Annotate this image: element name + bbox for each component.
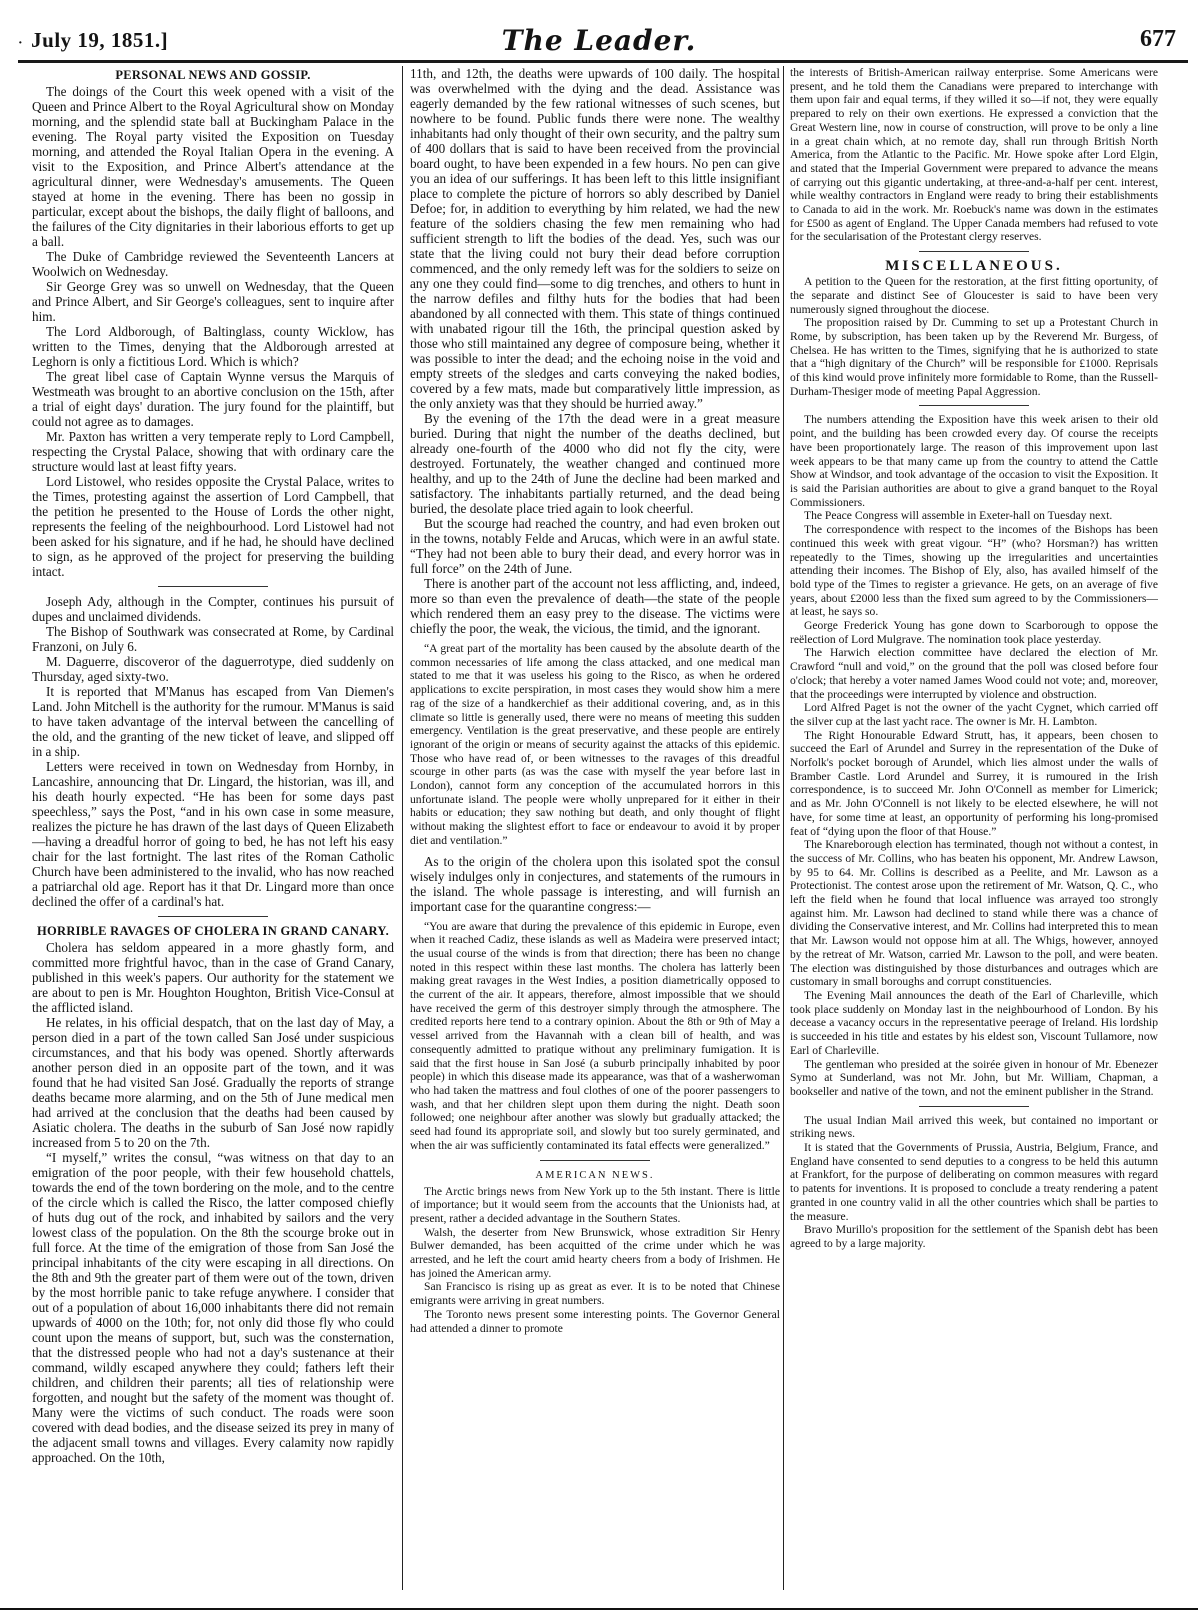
article-paragraph: “I myself,” writes the consul, “was witness on that day to an emigration of the poor people, with their few household chattels, towards the end of the town bordering on the mole, and to the centre of the circle which is called the Risco, the latter composed chiefly of huts dug out of the rock, and inhabited by sailors and the very lowest class of the population. On the 8th the scourge broke out in full force. At the time of the emigration of those from San José the principal inhabitants of the city were escaping in all directions. On the 8th and 9th the greater part of them were out of the town, driven by the most horrible panic to take refuge anywhere. I consider that out of a population of about 16,000 inhabitants there did not remain upwards of 4000 on the 10th; for, not only did those fly who could count upon the means of support, but, such was the consternation, that the distressed people who had not a day's sustenance at their command, wildly escaped anywhere they could; fathers left their children, and children their parents; all ties of relationship were forgotten, and nought but the safety of the moment was thought of. Many were the victims of such conduct. The roads were soon covered with dead bodies, and the disease seized its prey in many of the adjacent small towns and villages. Every calamity now rapidly approached. On the 10th, (32, 1150, 394, 1465)
article-paragraph: Joseph Ady, although in the Compter, continues his pursuit of dupes and unclaimed dividends. (32, 594, 394, 624)
column-divider (402, 66, 403, 1590)
article-paragraph: Lord Alfred Paget is not the owner of the yacht Cygnet, which carried off the silver cup at the last yacht race. The owner is Mr. H. Lambton. (790, 701, 1158, 728)
article-paragraph: He relates, in his official despatch, that on the last day of May, a person died in a part of the town called San José under suspicious circumstances, and that his body was opened. Shortly afterwards another person died in an opposite part of the town, and it was found that he had visited San José. Gradually the reports of strange deaths became more alarming, and on the 5th of June medical men had arrived at the conclusion that the deaths had been caused by Asiatic cholera. The deaths in the suburb of San José now rapidly increased from 5 to 20 on the 7th. (32, 1015, 394, 1150)
article-paragraph: Sir George Grey was so unwell on Wednesday, that the Queen and Prince Albert, and Sir George's colleagues, sent to inquire after him. (32, 279, 394, 324)
section-separator (919, 1106, 1029, 1107)
article-paragraph: Lord Listowel, who resides opposite the Crystal Palace, writes to the Times, protesting against the assertion of Lord Campbell, that the petition he presented to the House of Lords the other night, represents the feeling of the neighbourhood. Lord Listowel had not been asked for his signature, and if he had, he should have declined to sign, as he approved of the project for preserving the building intact. (32, 474, 394, 579)
column-divider (783, 66, 784, 1590)
article-paragraph: A petition to the Queen for the restoration, at the first fitting oportunity, of the separate and distinct See of Gloucester is said to have been very numerously signed throughout the diocese. (790, 275, 1158, 316)
article-paragraph: The Arctic brings news from New York up to the 5th instant. There is little of importance; but it would seem from the accounts that the Unionists had, at present, rather a decided advantage in the Southern States. (410, 1184, 780, 1225)
article-paragraph: the interests of British-American railway enterprise. Some Americans were present, and he told them the Canadians were prepared to interchange with them upon fair and equal terms, if they willed it so—if not, they were equally prepared to rely on their own exertions. He expressed a conviction that the Great Western line, now in course of construction, will prove to be only a line in a great chain which, at no remote day, shall run through British North America, from the Atlantic to the Pacific. Mr. Howe spoke after Lord Elgin, and stated that the Imperial Government were prepared to advance the means of carrying out this gigantic undertaking, at three-and-a-half per cent. interest, while wealthy contractors in England were ready to bring their establishments to Canada to aid in the work. Mr. Roebuck's name was down in the estimates for £500 as agent of England. The Upper Canada members had refused to vote for the secularisation of the Protestant clergy reserves. (790, 66, 1158, 244)
article-paragraph: Bravo Murillo's proposition for the settlement of the Spanish debt has been agreed to by a large majority. (790, 1223, 1158, 1250)
article-paragraph: Walsh, the deserter from New Brunswick, whose extradition Sir Henry Bulwer demanded, has been acquitted of the crime under which he was arrested, and he left the court amid hearty cheers from a body of Irishmen. He has joined the American army. (410, 1225, 780, 1280)
bullet-mark: · (18, 36, 24, 51)
section-separator (540, 1160, 650, 1161)
section-heading-cholera: HORRIBLE RAVAGES OF CHOLERA IN GRAND CANARY. (36, 924, 390, 938)
page-number: 677 (1140, 26, 1176, 52)
article-paragraph: There is another part of the account not less afflicting, and, indeed, more so than even the prevalence of death—the state of the people which rendered them an easy prey to the disease. The victims were chiefly the poor, the weak, the vicious, the timid, and the ignorant. (410, 576, 780, 636)
article-paragraph: The Knareborough election has terminated, though not without a contest, in the success of Mr. Collins, who has beaten his opponent, Mr. Andrew Lawson, by 95 to 64. Mr. Collins is described as a Peelite, and Mr. Lawson as a Protectionist. The contest arose upon the retirement of Mr. Watson, Q. C., who left the field when he found that local influence was arrayed too strongly against him. Mr. Lawson had declined to stand while there was a chance of dividing the Conservative interest, and Mr. Collins had interpreted this to mean that Mr. Lawson would not oppose him at all. The Whigs, however, annoyed by the retreat of Mr. Watson, carried Mr. Lawson to the poll, and were beaten. The election was distinguished by those disturbances and outrages which are customary in small boroughs and corrupt constituencies. (790, 838, 1158, 989)
column-3 (790, 66, 1158, 1592)
masthead-rule (18, 60, 1188, 63)
article-paragraph: George Frederick Young has gone down to Scarborough to oppose the reëlection of Lord Mulgrave. The nomination took place yesterday. (790, 619, 1158, 646)
article-paragraph: Mr. Paxton has written a very temperate reply to Lord Campbell, respecting the Crystal Palace, showing that with ordinary care the structure would last at least fifty years. (32, 429, 394, 474)
article-paragraph: The Lord Aldborough, of Baltinglass, county Wicklow, has written to the Times, denying that the Aldborough arrested at Leghorn is only a fictitious Lord. Which is which? (32, 324, 394, 369)
section-heading-miscellaneous: MISCELLANEOUS. (885, 258, 1063, 275)
section-heading-personal-news: PERSONAL NEWS AND GOSSIP. (115, 68, 311, 82)
article-paragraph: San Francisco is rising up as great as ever. It is to be noted that Chinese emigrants were arriving in great numbers. (410, 1280, 780, 1308)
section-separator (158, 586, 268, 587)
newspaper-title: The Leader. (501, 24, 697, 57)
masthead (0, 0, 1198, 62)
column-1 (32, 66, 394, 1592)
article-paragraph: But the scourge had reached the country, and had even broken out in the towns, notably Felde and Arucas, which were in an awful state. “They had not been able to bury their dead, and every horror was in full force” on the 24th of June. (410, 516, 780, 576)
article-paragraph: The Peace Congress will assemble in Exeter-hall on Tuesday next. (804, 509, 1113, 523)
issue-date-text: July 19, 1851.] (31, 28, 169, 52)
article-paragraph: The gentleman who presided at the soirée given in honour of Mr. Ebenezer Symo at Sunderland, was not Mr. John, but Mr. William, Chapman, a bookseller and native of the town, and not the eminent publisher in the Strand. (790, 1057, 1158, 1098)
article-paragraph: It is reported that M'Manus has escaped from Van Diemen's Land. John Mitchell is the authority for the rumour. M'Manus is said to have taken advantage of the interval between the cancelling of the old, and the granting of the new ticket of leave, and slipped off in a ship. (32, 684, 394, 759)
section-separator (919, 405, 1029, 406)
article-paragraph: Letters were received in town on Wednesday from Hornby, in Lancashire, announcing that Dr. Lingard, the historian, was ill, and his death hourly expected. “He has been for some days past speechless,” says the Post, “and in his own case in some measure, realizes the picture he has drawn of the last days of Queen Elizabeth—having a dreadful horror of going to bed, he has not left his easy chair for the last fortnight. The last rites of the Roman Catholic Church have been administered to the invalid, who has now reached a patriarchal old age. Report has it that Dr. Lingard more than once declined the offer of a cardinal's hat. (32, 759, 394, 909)
article-paragraph: The Right Honourable Edward Strutt, has, it appears, been chosen to succeed the Earl of Arundel and Surrey in the representation of the Duke of Norfolk's pocket borough of Arundel, which lies almost under the walls of Bramber Castle. Lord Arundel and Surrey, it is rumoured in the Irish correspondence, is to succeed Mr. John O'Connell as member for Limerick; and as Mr. John O'Connell is not likely to be elected elsewhere, he will not have, for some time at least, an opportunity of performing his long-promised feat of “dying upon the floor of that House.” (790, 728, 1158, 838)
article-paragraph: It is stated that the Governments of Prussia, Austria, Belgium, France, and England have consented to send deputies to a congress to be held this autumn at Frankfort, for the purpose of deliberating on common measures with regard to patents for inventions. It is proposed to conclude a treaty rendering a patent granted in one country valid in all the other countries which shall be parties to the measure. (790, 1141, 1158, 1223)
article-paragraph: “You are aware that during the prevalence of this epidemic in Europe, even when it reached Cadiz, these islands as well as Madeira were preserved intact; the usual course of the winds is from that direction; there has been no change noted in this respect within these last months. The cholera has latterly been making great ravages in the West Indies, a position diametrically opposed to the current of the air. It appears, therefore, almost impossible that we should have received the germ of this destroyer simply through the atmosphere. The credited reports here tend to a contrary opinion. About the 8th or 9th of May a vessel arrived from the Havannah with a clean bill of health, and was consequently admitted to pratique without any preliminary fumigation. It is said that the first house in San José (a suburb principally inhabited by poor people) in which this disease made its appearance, was that of a washerwoman who had taken the mattress and foul clothes of one of the poorer passengers to wash, and that her children slept upon them during the night. Death soon followed; one neighbour after another was slowly but gradually attacked; the seed had found its appropriate soil, and slowly but too surely germinated, and when the air was sufficiently contaminated its fatal effects were generalized.” (410, 919, 780, 1152)
article-paragraph: The Evening Mail announces the death of the Earl of Charleville, which took place suddenly on Monday last in the neighbourhood of London. By his decease a vacancy occurs in the representative peerage of Ireland. His lordship is succeeded in his title and estates by his eldest son, Viscount Tullamore, now Earl of Charleville. (790, 989, 1158, 1057)
article-paragraph: The Toronto news present some interesting points. The Governor General had attended a dinner to promote (410, 1307, 780, 1335)
article-paragraph: 11th, and 12th, the deaths were upwards of 100 daily. The hospital was overwhelmed with the dying and the dead. Assistance was eagerly demanded by the few rational witnesses of such scenes, but nowhere to be found. Public funds there were none. The wealthy inhabitants had only thought of their own security, and the paltry sum of 400 dollars that is said to have been received from the provincial board ought, to have been expended in a few hours. No pen can give you an idea of our sufferings. It has been left to this little insignifiant place to complete the picture of horrors so ably described by Daniel Defoe; for, in addition to everything by him related, we had the new feature of the soldiers chasing the few men remaining who had sufficient strength to lift the bodies of the dead. Yes, such was our state that the living could not bury their dead before corruption commenced, and the only remedy left was for the soldiers to seize on any one they could find—some to dig trenches, and others to hunt in the narrow defiles and filthy huts for the bodies that had been abandoned by all connected with them. This state of things continued with unabated rigour till the 16th, the principal question asked by those who still maintained any degree of composure being, whether it was possible to inter the dead; and the echoing noise in the void and empty streets of the sledges and carts conveying the naked bodies, covered by a few mats, made but comparatively little impression, as the only anxiety was that they should be hurried away.” (410, 66, 780, 411)
article-paragraph: “A great part of the mortality has been caused by the absolute dearth of the common necessaries of life among the class attacked, and one medical man stated to me that it was useless his going to the Risco, as when he ordered applications to excite perspiration, in most cases they would show him a mere rag of the size of a handkerchief as their additional covering, and, as in this climate so little is generally used, there were no means of meeting this sudden emergency. Ventilation is the great preservative, and these people are entirely ignorant of the origin or means of security against the attacks of this epidemic. Those who have read of, or been witnesses to the ravages of this dreadful scourge in other parts (as was the case with myself the year before last in London), cannot form any conception of the accumulated horrors in this unfortunate island. The people were wholly unprepared for it either in their habits or education; they saw nothing but death, and only thought of flight without making the slightest effort to face or endeavour to avoid it by proper diet and ventilation.” (410, 642, 780, 847)
section-separator (919, 251, 1029, 252)
article-paragraph: The great libel case of Captain Wynne versus the Marquis of Westmeath was brought to an abortive conclusion on the 15th, after a trial of eight days' duration. The jury found for the plaintiff, but could not agree as to damages. (32, 369, 394, 429)
page-bottom-rule (0, 1608, 1198, 1610)
section-separator (158, 916, 268, 917)
article-paragraph: M. Daguerre, discoveror of the daguerrotype, died suddenly on Thursday, aged sixty-two. (32, 654, 394, 684)
article-paragraph: As to the origin of the cholera upon this isolated spot the consul wisely indulges only in conjectures, and statements of the rumours in the island. The whole passage is interesting, and will furnish an important case for the quarantine congress:— (410, 853, 780, 914)
article-paragraph: Cholera has seldom appeared in a more ghastly form, and committed more frightful havoc, than in the case of Grand Canary, published in this week's papers. Our authority for the statement we are about to pen is Mr. Houghton Houghton, British Vice-Consul at the afflicted island. (32, 940, 394, 1015)
section-heading-american-news: AMERICAN NEWS. (535, 1169, 655, 1181)
column-2 (410, 66, 780, 1592)
article-paragraph: The doings of the Court this week opened with a visit of the Queen and Prince Albert to the Royal Agricultural show on Monday morning, and the splendid state ball at Buckingham Palace in the evening. The Royal party visited the Exposition on Tuesday morning, and attended the Royal Italian Opera in the evening. A visit to the Exposition, and Prince Albert's attendance at the agricultural dinner, were Wednesday's amusements. The Queen stayed at home in the evening. There has been no gossip in particular, except about the bishops, the daily flight of balloons, and the failures of the City dignitaries in their laborious efforts to get up a ball. (32, 84, 394, 249)
article-paragraph: The Bishop of Southwark was consecrated at Rome, by Cardinal Franzoni, on July 6. (32, 624, 394, 654)
article-paragraph: The usual Indian Mail arrived this week, but contained no important or striking news. (790, 1113, 1158, 1141)
article-paragraph: The Harwich election committee have declared the election of Mr. Crawford “null and void,” on the ground that the poll was closed before four o'clock; that hereby a voter named James Wood could not vote; and, moreover, that the proceedings were interrupted by violence and obstruction. (790, 646, 1158, 701)
article-paragraph: The Duke of Cambridge reviewed the Seventeenth Lancers at Woolwich on Wednesday. (32, 249, 394, 279)
article-paragraph: The correspondence with respect to the incomes of the Bishops has been continued this week with great vigour. “H” (who? Horsman?) has written repeatedly to the Times, showing up the irregularities and uncertainties attending their incomes. The Bishop of Ely, also, has availed himself of the bold type of the Times to register a grievance. He gets, on an average of five years, about £2000 less than the fixed sum agreed to by the Commissioners—at least, he says so. (790, 523, 1158, 619)
article-paragraph: The proposition raised by Dr. Cumming to set up a Protestant Church in Rome, by subscription, has been taken up by the Reverend Mr. Burgess, of Chelsea. He has written to the Times, signifying that he is authorized to state that a “high dignitary of the Church” will be responsible for £1000. Reprisals of this kind would prove infinitely more formidable to Rome, than the Russell-Durham-Thesiger mode of meeting Papal Aggression. (790, 316, 1158, 398)
article-paragraph: By the evening of the 17th the dead were in a great measure buried. During that night the number of the deaths declined, but already one-fourth of the 4000 who did not fly the city, were destroyed. Fortunately, the weather changed and continued more healthy, and up to the 24th of June the decline had been marked and satisfactory. The inhabitants partially returned, and the dead being buried, the desolate place tried again to look cheerful. (410, 411, 780, 516)
article-paragraph: The numbers attending the Exposition have this week arisen to their old point, and the building has been crowded every day. Of course the receipts have been proportionately large. The reason of this improvement upon last week appears to be that many came up from the country to attend the Cattle Show at Windsor, and took advantage of the occasion to visit the Exposition. It is said the Parisian authorities are about to give a grand banquet to the Royal Commissioners. (790, 413, 1158, 509)
